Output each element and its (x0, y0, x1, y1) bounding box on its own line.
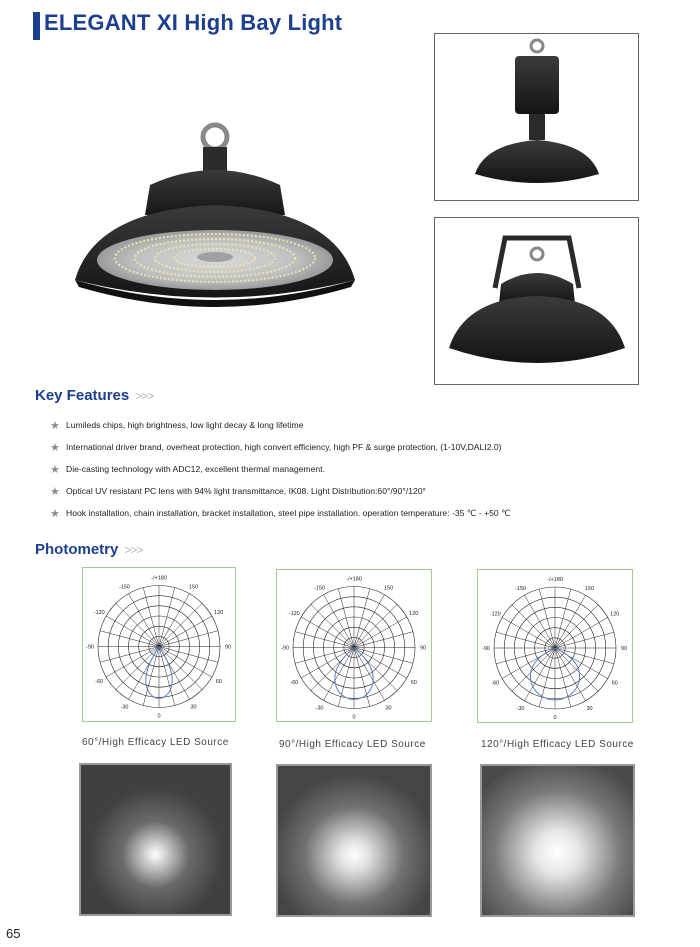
list-item (50, 458, 511, 480)
polar-diagram-90 (276, 569, 432, 722)
list-item (50, 414, 511, 436)
polar-tick-label: 120 (214, 610, 224, 616)
title-accent-bar (33, 12, 40, 40)
polar-chart (478, 570, 632, 722)
polar-diagram-60 (82, 567, 236, 722)
feature-text: Optical UV resistant PC lens with 94% light transmittance, IK08. Light Distribution:60°/90°/120° (66, 486, 426, 496)
polar-tick-label: -90 (482, 646, 490, 652)
polar-chart (83, 568, 235, 721)
polar-tick-label: -30 (315, 705, 324, 712)
polar-tick-label: 90 (620, 646, 628, 652)
hero-product-image (55, 115, 375, 325)
polar-chart (277, 570, 431, 721)
polar-tick-label: -60 (290, 680, 299, 686)
key-features-heading (35, 387, 153, 404)
polar-tick-label: -120 (489, 611, 501, 618)
star-bullet-icon: ★ (50, 507, 60, 520)
polar-tick-label: -90 (86, 644, 94, 651)
polar-tick-label: 120 (610, 611, 620, 618)
polar-tick-label: 30 (385, 705, 392, 712)
beam-image-60 (79, 763, 232, 916)
star-bullet-icon: ★ (50, 441, 60, 454)
feature-text: International driver brand, overheat protection, high convert efficiency, high PF & surge protection, (1-10V,DALI2.0) (66, 442, 502, 452)
polar-tick-label: -120 (93, 610, 105, 616)
photometry-caption-120: 120°/High Efficacy LED Source (481, 739, 634, 750)
polar-tick-label: 90 (419, 645, 427, 652)
polar-tick-label: 90 (224, 644, 232, 651)
beam-image-120 (480, 764, 635, 917)
feature-text: Die-casting technology with ADC12, excellent thermal management. (66, 464, 325, 474)
page-title: ELEGANT XI High Bay Light (44, 10, 343, 35)
polar-tick-label: 30 (190, 704, 197, 711)
polar-diagram-120 (477, 569, 633, 723)
polar-tick-label: -30 (516, 705, 525, 712)
polar-tick-label: 150 (584, 586, 595, 593)
key-features-heading-text: Key Features (35, 387, 130, 404)
star-bullet-icon: ★ (50, 485, 60, 498)
polar-tick-label: -/+180 (151, 575, 167, 582)
polar-tick-label: 150 (383, 585, 394, 592)
polar-tick-label: 0 (352, 714, 356, 721)
list-item (50, 502, 511, 524)
polar-tick-label: -30 (120, 704, 129, 711)
photometry-caption-60: 60°/High Efficacy LED Source (82, 737, 229, 748)
polar-tick-label: -/+180 (346, 576, 362, 583)
photometry-heading-text: Photometry (35, 541, 119, 558)
polar-tick-label: -60 (491, 680, 500, 687)
feature-text: Hook installation, chain installation, bracket installation, steel pipe installation. operation temperature: -35 ℃ - +50 ℃ (66, 507, 511, 518)
polar-tick-label: -150 (313, 585, 326, 592)
polar-tick-label: -120 (288, 611, 300, 617)
polar-tick-label: 60 (215, 679, 222, 685)
chevron-decoration-icon: >>> (124, 543, 143, 557)
polar-tick-label: -150 (118, 584, 131, 591)
polar-tick-label: 60 (611, 680, 618, 687)
star-bullet-icon: ★ (50, 419, 60, 432)
polar-tick-label: -/+180 (547, 577, 563, 583)
polar-tick-label: -150 (514, 586, 527, 593)
beam-image-90 (276, 764, 432, 917)
photometry-heading (35, 541, 142, 558)
polar-tick-label: 30 (586, 705, 593, 712)
feature-list (50, 414, 511, 524)
chevron-decoration-icon: >>> (135, 389, 154, 403)
product-thumbnail-bracket (434, 217, 639, 385)
list-item (50, 480, 511, 502)
page-number: 65 (6, 926, 21, 941)
polar-tick-label: 0 (157, 713, 161, 720)
polar-tick-label: 120 (409, 611, 419, 617)
polar-tick-label: -60 (95, 679, 104, 685)
polar-tick-label: 0 (553, 715, 557, 721)
photometry-caption-90: 90°/High Efficacy LED Source (279, 739, 426, 750)
feature-text: Lumileds chips, high brightness, low light decay & long lifetime (66, 420, 304, 430)
polar-tick-label: -90 (281, 645, 289, 652)
product-thumbnail-driver-top (434, 33, 639, 201)
polar-tick-label: 150 (188, 584, 199, 591)
list-item (50, 436, 511, 458)
star-bullet-icon: ★ (50, 463, 60, 476)
polar-tick-label: 60 (410, 680, 417, 686)
